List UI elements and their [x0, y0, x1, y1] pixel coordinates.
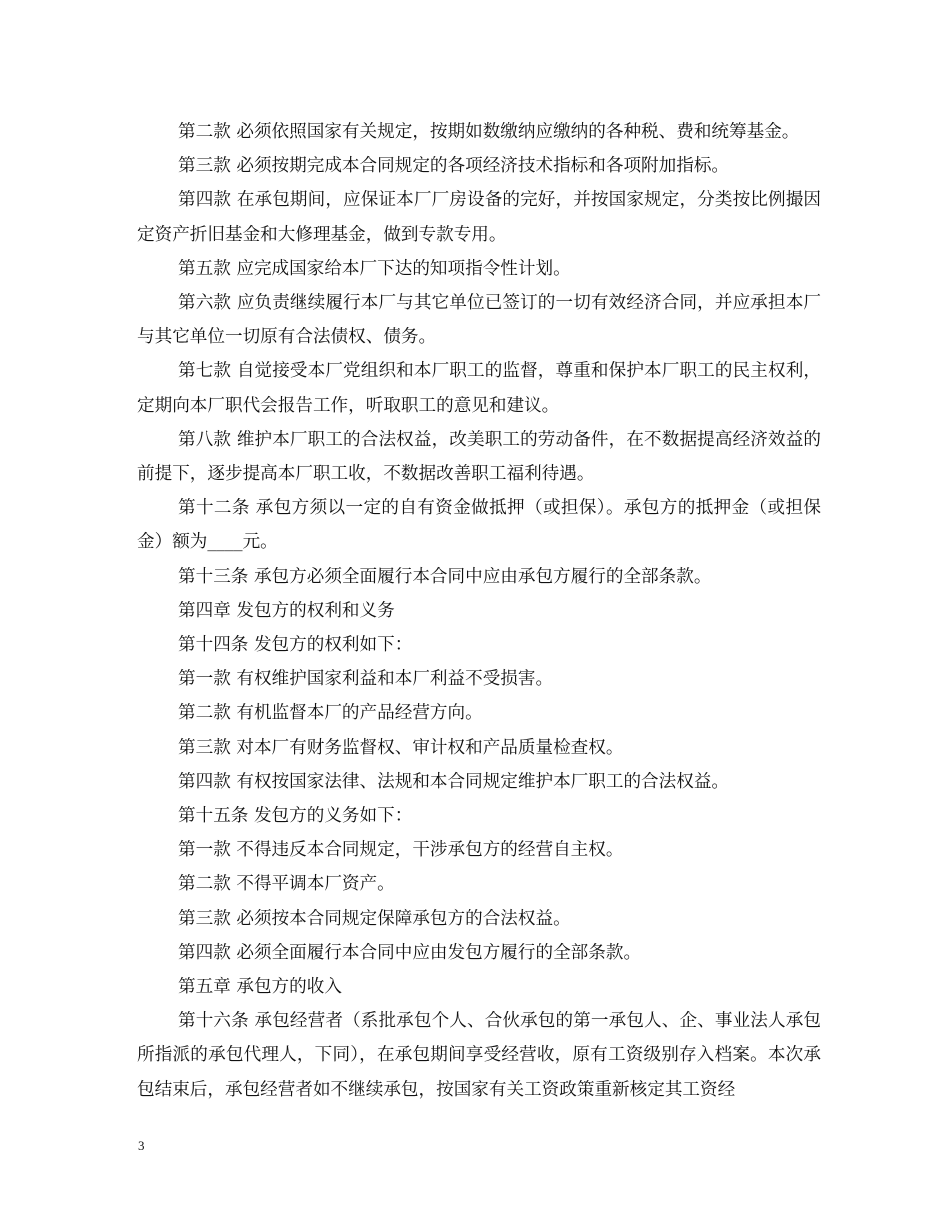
paragraph: 第四款 必须全面履行本合同中应由发包方履行的全部条款。 — [178, 942, 642, 963]
paragraph: 第十二条 承包方须以一定的自有资金做抵押（或担保）。承包方的抵押金（或担保金）额为____元。 — [137, 498, 821, 553]
paragraph: 第二款 不得平调本厂资产。 — [178, 874, 395, 895]
paragraph: 第五款 应完成国家给本厂下达的知项指令性计划。 — [178, 258, 571, 279]
paragraph: 第四款 在承包期间，应保证本厂厂房设备的完好，并按国家规定，分类按比例撮因定资产折旧基金和大修理基金，做到专款专用。 — [137, 190, 821, 245]
paragraph: 第一款 不得违反本合同规定，干涉承包方的经营自主权。 — [178, 840, 624, 861]
page-number: 3 — [138, 1138, 145, 1153]
paragraph: 第三款 必须按本合同规定保障承包方的合法权益。 — [178, 908, 571, 929]
paragraph: 第三款 对本厂有财务监督权、审计权和产品质量检查权。 — [178, 737, 624, 758]
paragraph: 第二款 必须依照国家有关规定，按期如数缴纳应缴纳的各种税、费和统筹基金。 — [178, 122, 800, 142]
chapter-heading: 第四章 发包方的权利和义务 — [178, 600, 395, 621]
chapter-heading: 第五章 承包方的收入 — [178, 977, 342, 998]
paragraph: 第十三条 承包方必须全面履行本合同中应由承包方履行的全部条款。 — [178, 566, 712, 587]
paragraph: 第十六条 承包经营者（系批承包个人、合伙承包的第一承包人、企、事业法人承包所指派的承包代理人，下同），在承包期间享受经营收，原有工资级别存入档案。本次承包结束后，承包经营者如不继续承包，按国家有关工资政策重新核定其工资经 — [137, 1011, 821, 1100]
document-body — [137, 115, 821, 1107]
paragraph: 第一款 有权维护国家利益和本厂利益不受损害。 — [178, 669, 554, 690]
paragraph: 第二款 有机监督本厂的产品经营方向。 — [178, 703, 483, 724]
paragraph: 第十四条 发包方的权利如下： — [178, 635, 413, 656]
paragraph: 第三款 必须按期完成本合同规定的各项经济技术指标和各项附加指标。 — [178, 156, 730, 177]
paragraph: 第四款 有权按国家法律、法规和本合同规定维护本厂职工的合法权益。 — [178, 771, 730, 792]
paragraph: 第十五条 发包方的义务如下： — [178, 806, 413, 827]
paragraph: 第八款 维护本厂职工的合法权益，改美职工的劳动备件，在不数据提高经济效益的前提下，逐步提高本厂职工收，不数据改善职工福利待遇。 — [137, 429, 821, 485]
paragraph: 第六款 应负责继续履行本厂与其它单位已签订的一切有效经济合同，并应承担本厂与其它单位一切原有合法债权、债务。 — [137, 293, 821, 348]
paragraph: 第七款 自觉接受本厂党组织和本厂职工的监督，尊重和保护本厂职工的民主权利，定期向本厂职代会报告工作，听取职工的意见和建议。 — [137, 361, 821, 416]
